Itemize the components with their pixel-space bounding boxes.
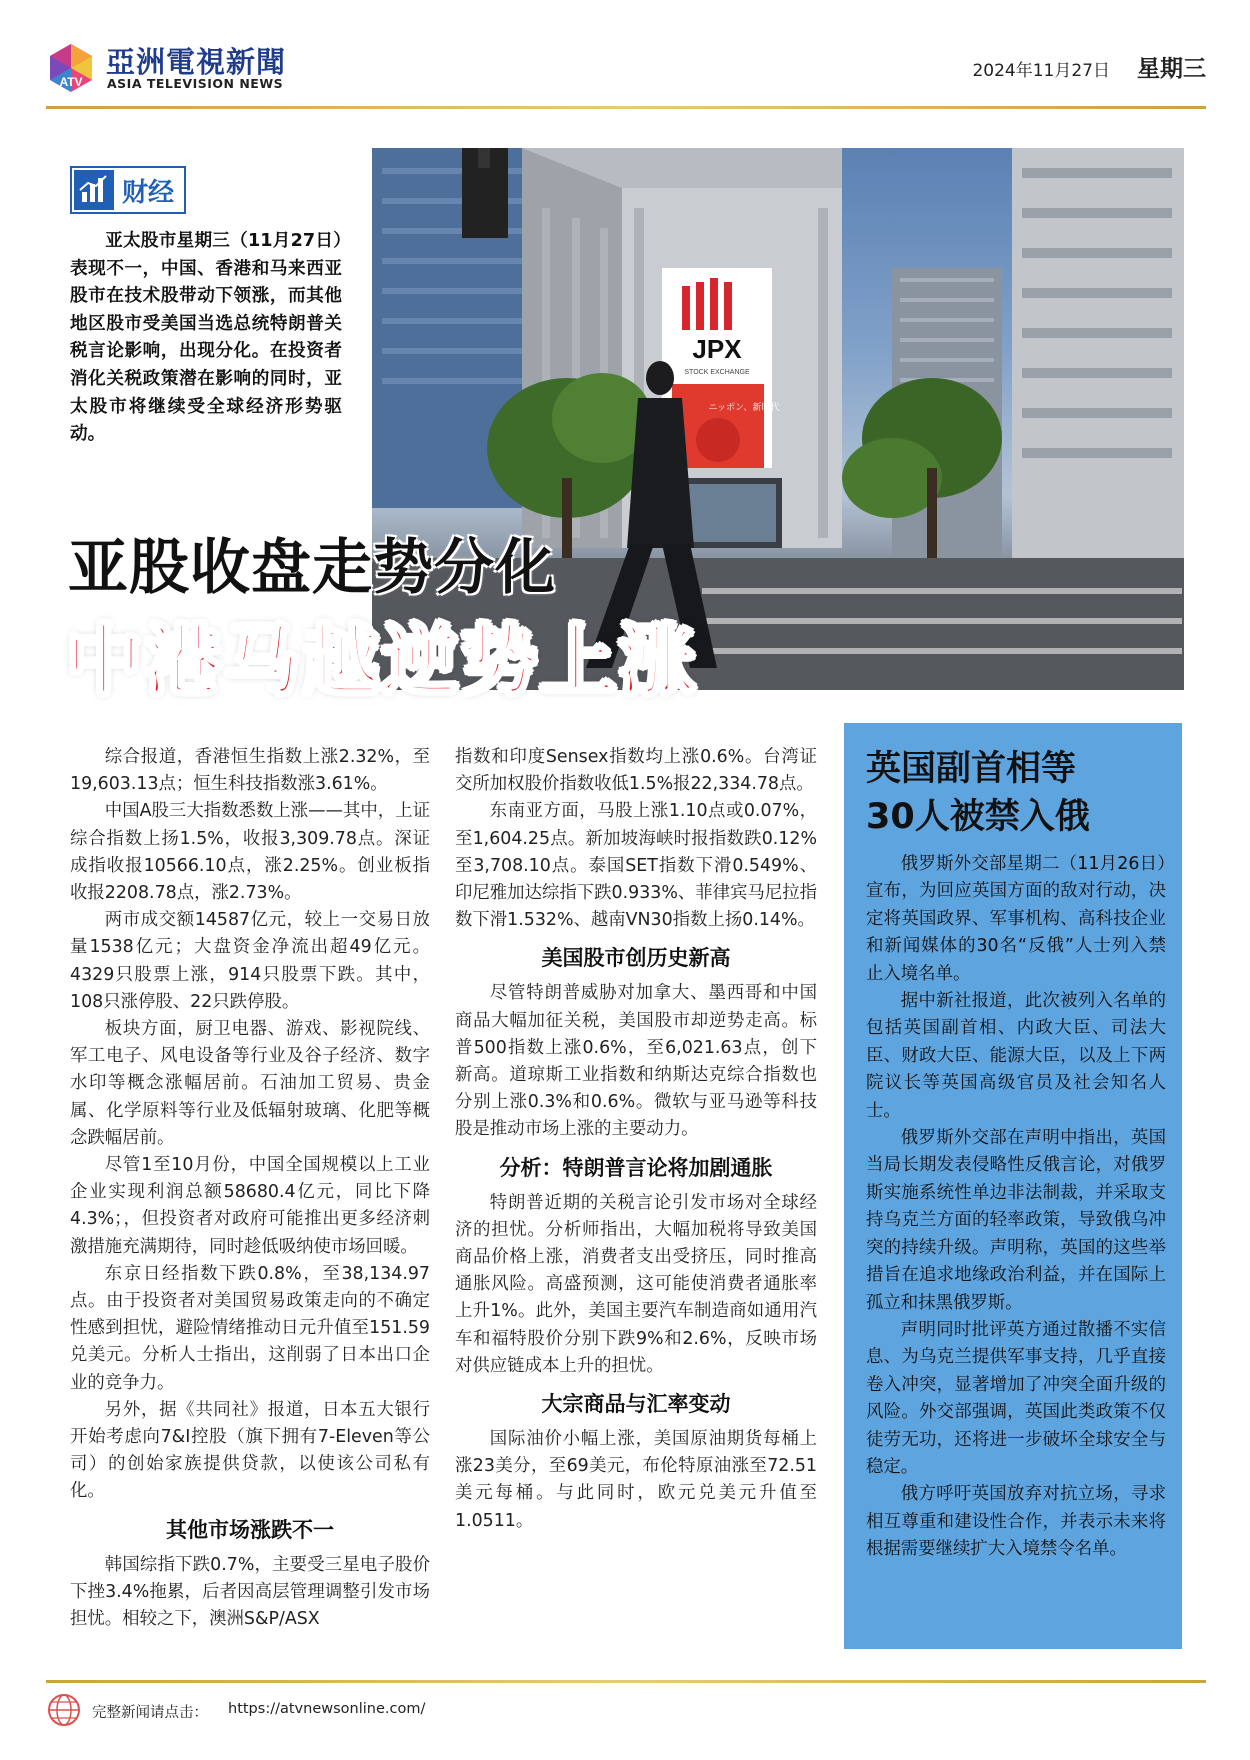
globe-badge-icon [46, 1692, 82, 1728]
sidebar-article [844, 723, 1182, 1649]
paragraph: 据中新社报道，此次被列入名单的包括英国副首相、内政大臣、司法大臣、财政大臣、能源大臣，以及上下两院议长等英国高级官员及社会知名人士。 [866, 991, 1166, 1121]
paragraph: 尽管特朗普威胁对加拿大、墨西哥和中国商品大幅加征关税，美国股市却逆势走高。标普500指数上涨0.6%，至6,021.63点，创下新高。道琼斯工业指数和纳斯达克综合指数也分别上涨0.3%和0.6%。微软与亚马逊等科技股是推动市场上涨的主要动力。 [455, 983, 817, 1140]
paragraph: 指数和印度Sensex指数均上涨0.6%。台湾证交所加权股价指数收低1.5%报22,334.78点。 [455, 747, 817, 795]
subheading: 美国股市创历史新高 [541, 946, 731, 971]
svg-text:ニッポン、新時代: ニッポン、新時代 [708, 403, 780, 413]
paragraph: 俄罗斯外交部星期二（11月26日）宣布，为回应英国方面的敌对行动，决定将英国政界、军事机构、高科技企业和新闻媒体的30名“反俄”人士列入禁止入境名单。 [866, 854, 1166, 984]
paragraph: 俄罗斯外交部在声明中指出，英国当局长期发表侵略性反俄言论，对俄罗斯实施系统性单边非法制裁，并采取支持乌克兰方面的轻率政策，导致俄乌冲突的持续升级。声明称，英国的这些举措旨在追求地缘政治利益，并在国际上孤立和抹黑俄罗斯。 [866, 1128, 1166, 1313]
sidebar-title [866, 745, 1166, 841]
section-tag-label: 财经 [122, 178, 175, 208]
brand-name-english: ASIA TELEVISION NEWS [107, 76, 284, 91]
paragraph: 俄方呼吁英国放弃对抗立场，寻求相互尊重和建设性合作，并表示未来将根据需要继续扩大入境禁令名单。 [866, 1484, 1166, 1560]
issue-weekday: 星期三 [1137, 56, 1206, 82]
paragraph: 综合报道，香港恒生指数上涨2.32%，至19,603.13点；恒生科技指数涨3.61%。 [70, 747, 430, 795]
issue-date: 2024年11月27日 [972, 61, 1110, 81]
article-column-1 [70, 744, 430, 1633]
headline-secondary: 中港马越逆势上涨 [66, 616, 698, 705]
paragraph: 尽管1至10月份，中国全国规模以上工业企业实现利润总额58680.4亿元，同比下降4.3%；，但投资者对政府可能推出更多经济刺激措施充满期待，同时趁低吸纳使市场回暖。 [70, 1155, 430, 1257]
paragraph: 中国A股三大指数悉数上涨——其中，上证综合指数上扬1.5%，收报3,309.78点。深证成指收报10566.10点，涨2.25%。创业板指收报2208.78点，涨2.73%。 [70, 801, 430, 904]
paragraph: 韩国综指下跌0.7%，主要受三星电子股价下挫3.4%拖累，后者因高层管理调整引发市场担忧。相较之下，澳洲S&P/ASX [70, 1554, 430, 1630]
svg-text:ATV: ATV [59, 75, 83, 89]
svg-text:JPX: JPX [692, 334, 742, 364]
headline-primary: 亚股收盘走势分化 [68, 533, 556, 603]
footer-divider [46, 1680, 1206, 1683]
brand-name-chinese: 亞洲電視新聞 [106, 45, 287, 79]
masthead [46, 38, 1206, 98]
footer-label: 完整新闻请点击： [92, 1705, 208, 1721]
sidebar-title-line: 英国副首相等 [866, 749, 1077, 789]
paragraph: 国际油价小幅上涨，美国原油期货每桶上涨23美分，至69美元，布伦特原油涨至72.51美元每桶。与此同时，欧元兑美元升值至1.0511。 [455, 1429, 817, 1531]
sidebar-body [866, 851, 1166, 1564]
subheading: 其他市场涨跌不一 [166, 1517, 334, 1542]
svg-text:STOCK EXCHANGE: STOCK EXCHANGE [684, 369, 750, 376]
sidebar-title-line: 30人被禁入俄 [866, 797, 1090, 837]
header-divider [46, 106, 1206, 109]
subheading: 分析：特朗普言论将加剧通胀 [499, 1155, 773, 1180]
footer-website-link[interactable]: https://atvnewsonline.com/ [228, 1701, 426, 1717]
paragraph: 两市成交额14587亿元，较上一交易日放量1538亿元；大盘资金净流出超49亿元。4329只股票上涨，914只股票下跌。其中，108只涨停股、22只跌停股。 [70, 910, 430, 1012]
article-column-2 [455, 744, 817, 1535]
paragraph: 东京日经指数下跌0.8%，至38,134.97点。由于投资者对美国贸易政策走向的不确定性感到担忧，避险情绪推动日元升值至151.59兑美元。分析人士指出，这削弱了日本出口企业的竞争力。 [70, 1263, 430, 1393]
bar-chart-icon [74, 170, 114, 210]
paragraph: 特朗普近期的关税言论引发市场对全球经济的担忧。分析师指出，大幅加税将导致美国商品价格上涨，消费者支出受挤压，同时推高通胀风险。高盛预测，这可能使消费者通胀率上升1%。此外，美国主要汽车制造商如通用汽车和福特股价分别下跌9%和2.6%，反映市场对供应链成本上升的担忧。 [455, 1192, 817, 1376]
lead-paragraph: 亚太股市星期三（11月27日）表现不一，中国、香港和马来西亚股市在技术股带动下领涨，而其他地区股市受美国当选总统特朗普关税言论影响，出现分化。在投资者消化关税政策潜在影响的同时，亚太股市将继续受全球经济形势驱动。 [70, 231, 342, 445]
paragraph: 东南亚方面，马股上涨1.10点或0.07%，至1,604.25点。新加坡海峡时报指数跌0.12%至3,708.10点。泰国SET指数下滑0.549%、印尼雅加达综指下跌0.933%、菲律宾马尼拉指数下滑1.532%、越南VN30指数上扬0.14%。 [455, 801, 817, 931]
section-tag [70, 166, 186, 214]
paragraph: 声明同时批评英方通过散播不实信息、为乌克兰提供军事支持，几乎直接卷入冲突，显著增加了冲突全面升级的风险。外交部强调，英国此类政策不仅徒劳无功，还将进一步破坏全球安全与稳定。 [866, 1319, 1166, 1477]
atv-logo-icon [46, 42, 96, 92]
subheading: 大宗商品与汇率变动 [541, 1392, 731, 1417]
paragraph: 另外，据《共同社》报道，日本五大银行开始考虑向7&I控股（旗下拥有7-Eleven等公司）的创始家族提供贷款，以使该公司私有化。 [70, 1399, 430, 1502]
paragraph: 板块方面，厨卫电器、游戏、影视院线、军工电子、风电设备等行业及谷子经济、数字水印等概念涨幅居前。石油加工贸易、贵金属、化学原料等行业及低辐射玻璃、化肥等概念跌幅居前。 [70, 1019, 430, 1148]
